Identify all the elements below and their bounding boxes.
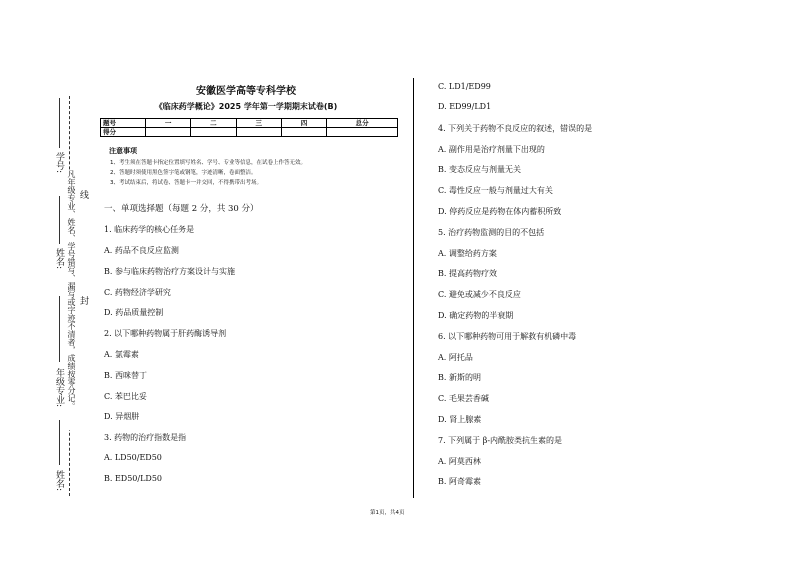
score-cell: 得分 bbox=[101, 128, 146, 137]
question-line: B. 参与临床药物治疗方案设计与实施 bbox=[104, 267, 235, 276]
bottom-name-label: 姓名: bbox=[54, 470, 64, 492]
question-line: D. 异烟肼 bbox=[104, 412, 140, 421]
question-line: C. 毛果芸香碱 bbox=[438, 394, 489, 403]
question-line: 4. 下列关于药物不良反应的叙述，错误的是 bbox=[438, 124, 593, 133]
line-mark: 线 bbox=[78, 190, 88, 199]
question-line: B. 变态反应与剂量无关 bbox=[438, 165, 521, 174]
column-divider bbox=[413, 78, 414, 498]
question-line: D. ED99/LD1 bbox=[438, 102, 492, 111]
score-cell bbox=[146, 128, 191, 137]
question-line: A. 阿托品 bbox=[438, 353, 473, 362]
question-line: 5. 治疗药物监测的目的不包括 bbox=[438, 228, 545, 237]
question-line: B. 新斯的明 bbox=[438, 373, 481, 382]
question-line: D. 肾上腺素 bbox=[438, 415, 482, 424]
score-cell: 四 bbox=[281, 119, 326, 128]
question-line: C. 药物经济学研究 bbox=[104, 288, 171, 297]
grade-fill-line bbox=[59, 296, 60, 362]
question-line: C. 避免或减少不良反应 bbox=[438, 290, 521, 299]
grade-label: 年级专业: bbox=[54, 368, 64, 408]
notice-item: 1、考生须在答题卡指定位置填写姓名、学号、专业等信息，在试卷上作答无效。 bbox=[110, 160, 307, 166]
question-line: A. 调整给药方案 bbox=[438, 249, 497, 258]
bottom-name-fill-line bbox=[59, 420, 60, 465]
question-line: A. 副作用是治疗剂量下出现的 bbox=[438, 145, 545, 154]
page-footer: 第1页，共4页 bbox=[370, 510, 405, 516]
binding-warning: 凡年级专业、姓名、学号错写、漏写或字迹不清者，成绩按零分记。 bbox=[66, 170, 76, 430]
score-header-row bbox=[101, 119, 398, 128]
name-label: 姓名: bbox=[54, 248, 64, 270]
question-line: D. 药品质量控制 bbox=[104, 308, 164, 317]
question-line: D. 停药反应是药物在体内蓄积所致 bbox=[438, 207, 562, 216]
score-cell bbox=[236, 128, 281, 137]
score-cell: 一 bbox=[146, 119, 191, 128]
score-value-row bbox=[101, 128, 398, 137]
question-line: B. 提高药物疗效 bbox=[438, 269, 497, 278]
section-title: 一、单项选择题（每题 2 分，共 30 分） bbox=[104, 204, 259, 214]
score-table bbox=[100, 118, 398, 137]
question-line: B. ED50/LD50 bbox=[104, 474, 162, 483]
question-line: B. 西咪替丁 bbox=[104, 371, 147, 380]
student-id-label: 学号: bbox=[54, 152, 64, 174]
question-line: C. 毒性反应一般与剂量过大有关 bbox=[438, 186, 553, 195]
question-line: 2. 以下哪种药物属于肝药酶诱导剂 bbox=[104, 329, 227, 338]
notice-item: 2、答题时须使用黑色签字笔或钢笔，字迹清晰，卷面整洁。 bbox=[110, 170, 257, 176]
score-cell: 总分 bbox=[327, 119, 398, 128]
seal-mark: 封 bbox=[78, 296, 88, 305]
score-cell: 二 bbox=[191, 119, 236, 128]
question-line: B. 阿奇霉素 bbox=[438, 477, 481, 486]
school-name: 安徽医学高等专科学校 bbox=[196, 86, 296, 97]
name-fill-line bbox=[59, 196, 60, 244]
notice-item: 3、考试结束后，将试卷、答题卡一并交回，不得携带出考场。 bbox=[110, 180, 263, 186]
score-cell bbox=[281, 128, 326, 137]
question-line: A. 阿莫西林 bbox=[438, 457, 481, 466]
score-cell bbox=[191, 128, 236, 137]
exam-title: 《临床药学概论》2025 学年第一学期期末试卷(B) bbox=[154, 102, 338, 111]
question-line: 3. 药物的治疗指数是指 bbox=[104, 433, 187, 442]
question-line: D. 确定药物的半衰期 bbox=[438, 311, 514, 320]
question-line: A. 药品不良反应监测 bbox=[104, 246, 179, 255]
question-line: 7. 下列属于 β-内酰胺类抗生素的是 bbox=[438, 436, 563, 445]
question-line: C. LD1/ED99 bbox=[438, 82, 491, 91]
question-line: A. 氯霉素 bbox=[104, 350, 139, 359]
question-line: 1. 临床药学的核心任务是 bbox=[104, 225, 195, 234]
question-line: 6. 以下哪种药物可用于解救有机磷中毒 bbox=[438, 332, 577, 341]
notice-title: 注意事项 bbox=[109, 147, 137, 155]
score-cell: 三 bbox=[236, 119, 281, 128]
student-id-fill-line bbox=[59, 98, 60, 148]
score-cell: 题号 bbox=[101, 119, 146, 128]
score-cell bbox=[327, 128, 398, 137]
question-line: C. 苯巴比妥 bbox=[104, 392, 147, 401]
question-line: A. LD50/ED50 bbox=[104, 453, 162, 462]
